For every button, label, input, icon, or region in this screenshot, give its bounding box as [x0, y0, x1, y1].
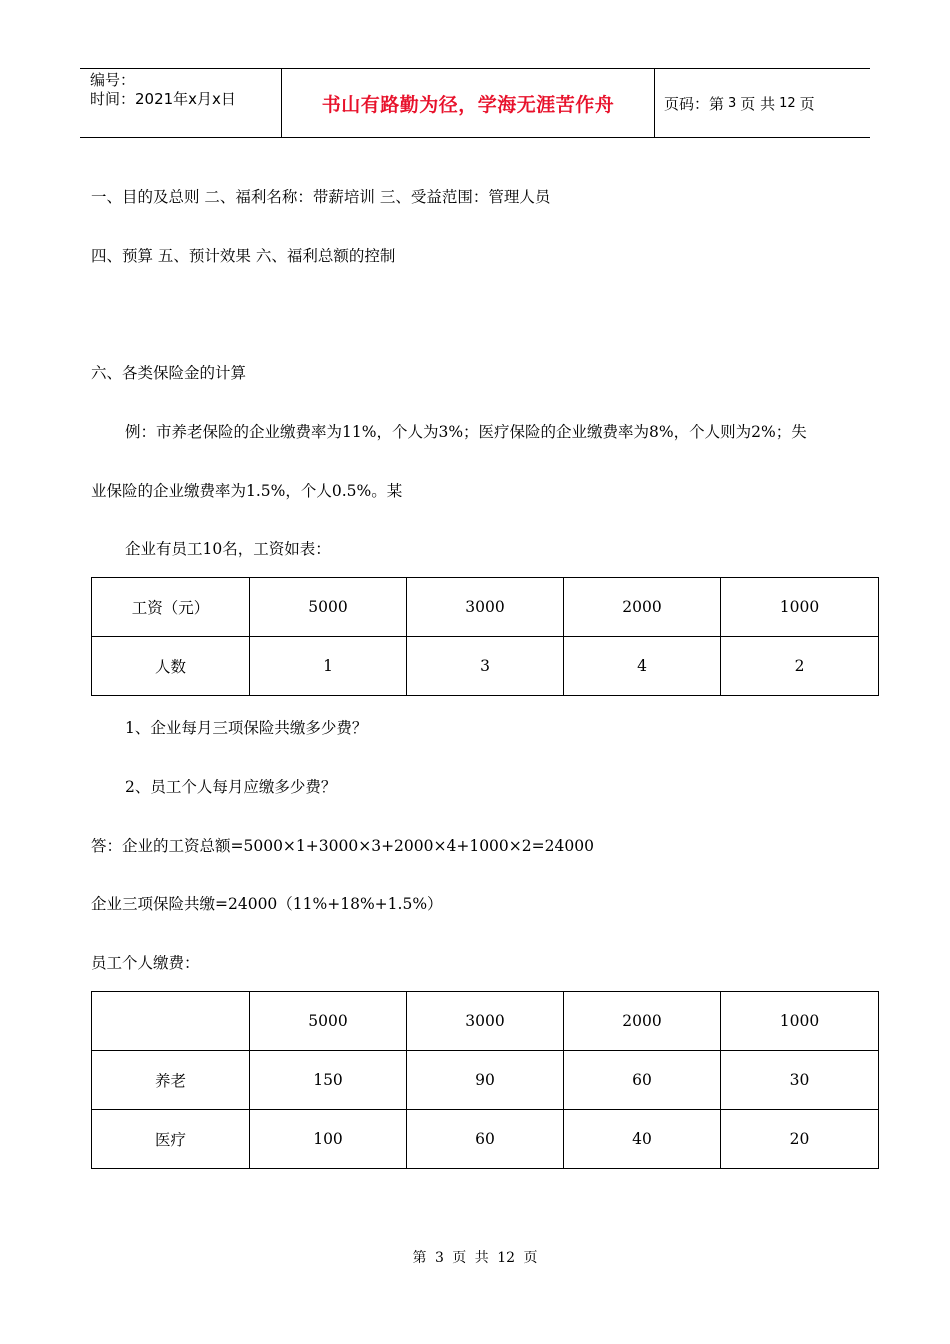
page-header — [80, 68, 870, 138]
contribution-table — [91, 991, 879, 1169]
page-total: 12 — [779, 95, 796, 111]
table-row — [92, 1051, 879, 1110]
page-mid: 页 共 — [740, 94, 776, 113]
table-cell: 1000 — [721, 578, 879, 637]
table-cell: 30 — [721, 1051, 879, 1110]
table-cell: 人数 — [92, 637, 250, 696]
header-motto: 书山有路勤为径，学海无涯苦作舟 — [321, 93, 615, 116]
document-number-label: 编号： — [90, 71, 136, 89]
page-footer: 第 3 页 共 12 页 — [412, 1250, 538, 1266]
table-row — [92, 637, 879, 696]
example-text-line-1: 例：市养老保险的企业缴费率为11%，个人为3%；医疗保险的企业缴费率为8%，个人则为2%；失 — [125, 423, 807, 441]
table-cell: 90 — [407, 1051, 564, 1110]
answer-line-2: 企业三项保险共缴=24000（11%+18%+1.5%） — [91, 895, 443, 913]
table-cell: 1000 — [721, 992, 879, 1051]
table-cell: 60 — [407, 1110, 564, 1169]
table-cell: 4 — [564, 637, 721, 696]
answer-line-3: 员工个人缴费： — [91, 954, 200, 972]
example-text-line-3: 企业有员工10名，工资如表： — [125, 540, 331, 558]
table-cell: 60 — [564, 1051, 721, 1110]
table-row — [92, 578, 879, 637]
header-divider — [654, 69, 655, 137]
table-row — [92, 1110, 879, 1169]
table-cell: 3000 — [407, 578, 564, 637]
page-prefix: 页码：第 — [664, 94, 725, 113]
table-cell: 5000 — [250, 992, 407, 1051]
header-meta — [90, 71, 236, 109]
table-cell: 医疗 — [92, 1110, 250, 1169]
section-title: 六、各类保险金的计算 — [91, 364, 247, 382]
table-row — [92, 992, 879, 1051]
table-cell: 100 — [250, 1110, 407, 1169]
table-cell: 150 — [250, 1051, 407, 1110]
page-current: 3 — [728, 95, 737, 111]
example-text-line-2: 业保险的企业缴费率为1.5%，个人0.5%。某 — [91, 482, 403, 500]
question-2: 2、员工个人每月应缴多少费？ — [125, 778, 337, 796]
table-cell: 20 — [721, 1110, 879, 1169]
table-cell — [92, 992, 250, 1051]
answer-line-1: 答：企业的工资总额=5000×1+3000×3+2000×4+1000×2=24000 — [91, 837, 594, 855]
table-cell: 3000 — [407, 992, 564, 1051]
salary-table — [91, 577, 879, 696]
page-suffix: 页 — [799, 94, 815, 113]
table-cell: 40 — [564, 1110, 721, 1169]
document-time-label: 时间：2021年x月x日 — [90, 90, 236, 108]
table-cell: 2 — [721, 637, 879, 696]
outline-line-1: 一、目的及总则 二、福利名称：带薪培训 三、受益范围：管理人员 — [91, 188, 551, 206]
header-page-indicator — [664, 69, 815, 137]
table-cell: 3 — [407, 637, 564, 696]
table-cell: 5000 — [250, 578, 407, 637]
table-cell: 2000 — [564, 578, 721, 637]
table-cell: 1 — [250, 637, 407, 696]
table-cell: 养老 — [92, 1051, 250, 1110]
table-cell: 2000 — [564, 992, 721, 1051]
table-cell: 工资（元） — [92, 578, 250, 637]
question-1: 1、企业每月三项保险共缴多少费？ — [125, 719, 368, 737]
outline-line-2: 四、预算 五、预计效果 六、福利总额的控制 — [91, 247, 396, 265]
